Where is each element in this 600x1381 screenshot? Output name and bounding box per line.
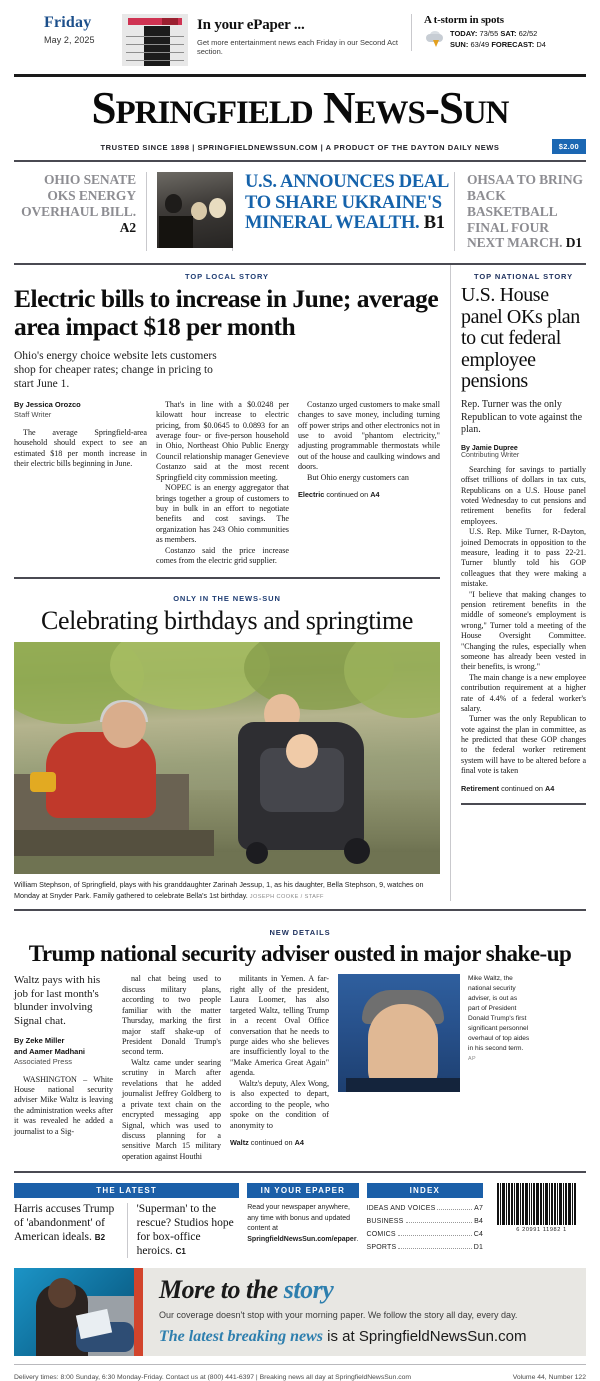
the-latest-header: THE LATEST bbox=[14, 1183, 239, 1198]
latest-item-1[interactable]: Harris accuses Trump of 'abandonment' of American ideals. B2 bbox=[14, 1203, 115, 1243]
waltz-col-1 bbox=[14, 974, 122, 1162]
teaser-right-page: D1 bbox=[565, 235, 582, 251]
top-national-kicker: TOP NATIONAL STORY bbox=[474, 272, 573, 282]
price-badge: $2.00 bbox=[552, 139, 586, 154]
teaser-left-text: OHIO SENATE OKS ENERGY OVERHAUL BILL. bbox=[21, 171, 136, 219]
newspaper-title: SPRINGFIELD NEWS-SUN bbox=[91, 83, 509, 133]
top-local-p6: But Ohio energy customers can bbox=[306, 472, 409, 482]
teaser-crowd-photo bbox=[157, 172, 233, 248]
index-row[interactable]: SPORTS D1 bbox=[366, 1244, 484, 1252]
feature-caption bbox=[14, 880, 440, 901]
waltz-p5: Waltz's deputy, Alex Wong, is also expected to depart, according to the people, who spoke on the condition of anonymity to bbox=[230, 1078, 329, 1130]
promo-headline: More to the story bbox=[159, 1275, 334, 1305]
teaser-photo bbox=[146, 172, 232, 252]
waltz-col-2 bbox=[122, 974, 230, 1162]
weather-today-value: 73/55 bbox=[479, 29, 499, 38]
mike-waltz-portrait bbox=[338, 974, 460, 1092]
latest-item-1-page: B2 bbox=[94, 1232, 106, 1242]
waltz-block bbox=[14, 921, 586, 1162]
footer-delivery-info: Delivery times: 8:00 Sunday, 6:30 Monday-Friday. Contact us at (800) 441-6397 | Breaking news all day at SpringfieldNewsSun.com bbox=[14, 1374, 412, 1381]
feature-photo bbox=[14, 642, 440, 874]
teaser-center[interactable] bbox=[232, 172, 454, 252]
bottom-boxes-top-rule bbox=[14, 1171, 586, 1173]
top-national-p2: U.S. Rep. Mike Turner, R-Dayton, joined Democrats in opposition to the measure, leading it to pass 22-21. Turner bluntly told his GOP colleagues that they were making a mistake. bbox=[461, 527, 586, 589]
trust-bar bbox=[14, 134, 586, 160]
top-national-deck: Rep. Turner was the only Republican to vote against the plan. bbox=[461, 399, 583, 435]
top-local-p5: Costanzo urged customers to make small changes to save money, including turning off power strips and other electronics not in use to avoid "phantom electricity," adjusting programmable thermostats while out of the house and caulking windows and doors. bbox=[297, 399, 440, 472]
top-local-kicker: TOP LOCAL STORY bbox=[185, 272, 269, 282]
waltz-photo bbox=[338, 974, 468, 1162]
top-local-p3: NOPEC is an energy aggregator that brings together a group of customers to buy in bulk in an effort to negotiate benefits and cost savings. The organization has 243 Ohio communities as members. bbox=[155, 483, 289, 545]
feature-top-rule bbox=[14, 577, 440, 579]
top-national-p1: Searching for savings to partially offset trillions of dollars in tax cuts, Republicans on a U.S. House panel voted Wednesday to cut pensions and retirement benefits for federal employees. bbox=[461, 464, 586, 526]
epaper-promo-subtitle: Get more entertainment news each Friday in our Second Act section. bbox=[197, 38, 398, 56]
index-row[interactable]: IDEAS AND VOICES A7 bbox=[366, 1205, 484, 1213]
teaser-center-text: U.S. ANNOUNCES DEAL TO SHARE UKRAINE'S MINERAL WEALTH. bbox=[245, 171, 448, 234]
in-your-epaper-header: IN YOUR EPAPER bbox=[247, 1183, 358, 1198]
teaser-right-text: OHSAA TO BRING BACK BASKETBALL FINAL FOUR NEXT MARCH. bbox=[467, 171, 583, 251]
weather-box[interactable] bbox=[411, 14, 586, 51]
epaper-promo-title: In your ePaper ... bbox=[197, 17, 305, 33]
the-latest-box bbox=[14, 1183, 239, 1258]
feature-block bbox=[14, 587, 440, 901]
teaser-strip bbox=[14, 162, 586, 264]
weather-sat-label: SAT: bbox=[500, 29, 517, 38]
top-local-byline: By Jessica Orozco Staff Writer bbox=[14, 399, 81, 420]
top-local-p2: That's in line with a $0.0248 per kilowatt hour increase to electric pricing, from $0.0645 to 0.0893 for an average four- or five-person household in Ohio, Northeast Ohio Public Energy Council relationship manager Genevieve Costanzo said at the most recent Springfield city commission meeting. bbox=[155, 399, 289, 482]
top-local-col-3 bbox=[298, 400, 440, 567]
top-local-col-1 bbox=[14, 400, 156, 567]
right-column bbox=[450, 265, 586, 901]
top-national-headline[interactable]: U.S. House panel OKs plan to cut federal employee pensions bbox=[461, 284, 580, 392]
bottom-boxes bbox=[14, 1183, 586, 1258]
waltz-continued[interactable]: Waltz continued on A4 bbox=[230, 1137, 304, 1147]
promo-ad[interactable] bbox=[14, 1268, 586, 1356]
waltz-headline[interactable]: Trump national security adviser ousted in major shake-up bbox=[28, 941, 572, 967]
left-column bbox=[14, 265, 450, 901]
waltz-kicker: NEW DETAILS bbox=[269, 928, 331, 938]
epaper-thumbnail-image bbox=[122, 14, 188, 66]
date-block bbox=[14, 14, 110, 45]
feature-headline[interactable]: Celebrating birthdays and springtime bbox=[41, 605, 413, 635]
weather-headline: A t-storm in spots bbox=[424, 14, 504, 26]
waltz-deck: Waltz pays with his job for last month's blunder involving Signal chat. bbox=[14, 974, 101, 1027]
weather-sun-label: SUN: bbox=[450, 39, 469, 49]
promo-photo bbox=[14, 1268, 134, 1356]
waltz-p2: nal chat being used to discuss military plans, according to two people familiar with the matter Thursday, marking the first major staff shake-up of President Donald Trump's second term. bbox=[122, 974, 221, 1057]
thunderstorm-icon bbox=[424, 31, 446, 49]
promo-cta: The latest breaking news is at SpringfieldNewsSun.com bbox=[159, 1328, 527, 1346]
weather-today-row bbox=[450, 29, 546, 40]
top-local-headline[interactable]: Electric bills to increase in June; average area impact $18 per month bbox=[14, 284, 439, 342]
waltz-top-rule bbox=[14, 909, 586, 911]
top-national-byline: By Jamie Dupree Contributing Writer bbox=[461, 444, 520, 459]
epaper-box-url[interactable]: SpringfieldNewsSun.com/epaper bbox=[247, 1235, 357, 1243]
top-local-continued[interactable]: Electric continued on A4 bbox=[297, 490, 380, 500]
in-your-epaper-box bbox=[247, 1183, 358, 1258]
weather-sun-value: 63/49 bbox=[470, 39, 490, 49]
weather-sun-row bbox=[450, 40, 546, 51]
latest-item-2-page: C1 bbox=[175, 1246, 186, 1256]
epaper-promo[interactable] bbox=[110, 14, 411, 66]
barcode bbox=[491, 1183, 586, 1258]
teaser-center-page: B1 bbox=[423, 213, 445, 234]
barcode-number: 6 20991 11982 1 bbox=[516, 1227, 567, 1234]
main-content bbox=[14, 265, 586, 901]
trust-line: TRUSTED SINCE 1898 | SPRINGFIELDNEWSSUN.COM | A PRODUCT OF THE DAYTON DAILY NEWS bbox=[100, 142, 500, 152]
top-local-p1: The average Springfield-area household should expect to see an estimated $18 per month increase in their electric bills beginning in June. bbox=[14, 427, 147, 468]
epaper-box-text: Read your newspaper anywhere, any time with bonus and updated content at SpringfieldNewsSun.com/epaper. bbox=[247, 1204, 359, 1243]
right-column-bottom-rule bbox=[461, 803, 586, 805]
weather-forecast-page: D4 bbox=[536, 39, 546, 49]
waltz-photo-caption bbox=[468, 974, 530, 1162]
weather-today-label: TODAY: bbox=[450, 29, 478, 38]
waltz-photo-caption-text: Mike Waltz, the national security adviser, is out as part of President Donald Trump's first significant personnel overhaul of top aides in his second term. bbox=[468, 975, 530, 1052]
date-label: May 2, 2025 bbox=[44, 35, 95, 45]
weekday-label: Friday bbox=[44, 14, 92, 31]
waltz-col-3 bbox=[230, 974, 338, 1162]
skybox bbox=[14, 0, 586, 72]
feature-photo-credit: JOSEPH COOKE / STAFF bbox=[249, 893, 324, 900]
teaser-left-page: A2 bbox=[119, 219, 136, 235]
top-national-body bbox=[461, 465, 586, 777]
teaser-right[interactable] bbox=[454, 172, 586, 252]
waltz-p3: Waltz came under searing scrutiny in March after revelations that he added journalist Jeffrey Goldberg to a private text chain on the encrypted messaging app Signal, which was used to discuss planning for a sensitive March 15 military operation against Houthi bbox=[122, 1057, 221, 1161]
teaser-left[interactable] bbox=[14, 172, 146, 252]
top-national-p5: Turner was the only Republican to vote against the plan in committee, as he predicted that these GOP changes to the federal worker retirement system will have to be altered before a final vote is taken bbox=[461, 714, 586, 776]
weather-sat-value: 62/52 bbox=[518, 29, 538, 38]
feature-caption-text: William Stephson, of Springfield, plays with his granddaughter Zarinah Jessup, 1, as his daughter, Bella Stephson, 9, watches on Monday at Snyder Park. Family gathered to celebrate Bella's 1st birthday. bbox=[14, 880, 424, 900]
promo-subtext: Our coverage doesn't stop with your morning paper. We follow the story all day, every day. bbox=[159, 1310, 518, 1321]
footer-volume: Volume 44, Number 122 bbox=[512, 1374, 586, 1381]
footer bbox=[14, 1365, 586, 1381]
waltz-photo-credit: AP bbox=[468, 1055, 476, 1062]
top-national-continued[interactable]: Retirement continued on A4 bbox=[461, 783, 555, 793]
top-local-body bbox=[14, 400, 440, 567]
top-national-p4: The main change is a new employee contribution requirement at a higher rate of 4.4% of a federal worker's salary. bbox=[461, 672, 586, 713]
index-header: INDEX bbox=[367, 1183, 484, 1198]
top-local-col-2 bbox=[156, 400, 298, 567]
waltz-p1: WASHINGTON – White House national security adviser Mike Waltz is leaving the administration weeks after it was revealed he added a journalist to a Sig- bbox=[14, 1074, 113, 1136]
index-row[interactable]: BUSINESS B4 bbox=[366, 1218, 484, 1226]
waltz-body bbox=[14, 974, 586, 1162]
promo-red-bar bbox=[134, 1268, 143, 1356]
waltz-p4: militants in Yemen. A far-right ally of the president, Laura Loomer, has also targeted Waltz, telling Trump in a recent Oval Office conversation that he needs to purge aides who she believes are insufficiently loyal to the "Make America Great Again" agenda. bbox=[230, 974, 329, 1078]
masthead bbox=[14, 77, 586, 134]
latest-item-2[interactable]: 'Superman' to the rescue? Studios hope for box-office heroics. C1 bbox=[127, 1203, 240, 1258]
barcode-bars bbox=[497, 1183, 586, 1225]
waltz-byline: By Zeke Miller and Aamer Madhani Associated Press bbox=[14, 1036, 85, 1067]
top-national-p3: "I believe that making changes to pension retirement benefits in the middle of someone's employment is wrong," Turner told a meeting of the House Oversight Committee. "Changing the rules, especially when someone has already been vested in their benefits, is wrong." bbox=[461, 589, 586, 672]
top-local-deck: Ohio's energy choice website lets customers shop for cheaper rates; change in pricing to start June 1. bbox=[14, 349, 217, 391]
weather-forecast-label: FORECAST: bbox=[491, 39, 535, 49]
feature-kicker: ONLY IN THE NEWS-SUN bbox=[173, 593, 281, 603]
index-row[interactable]: COMICS C4 bbox=[366, 1231, 484, 1239]
top-local-p4: Costanzo said the price increase comes from the electric grid supplier. bbox=[155, 545, 289, 566]
index-box bbox=[367, 1183, 484, 1258]
